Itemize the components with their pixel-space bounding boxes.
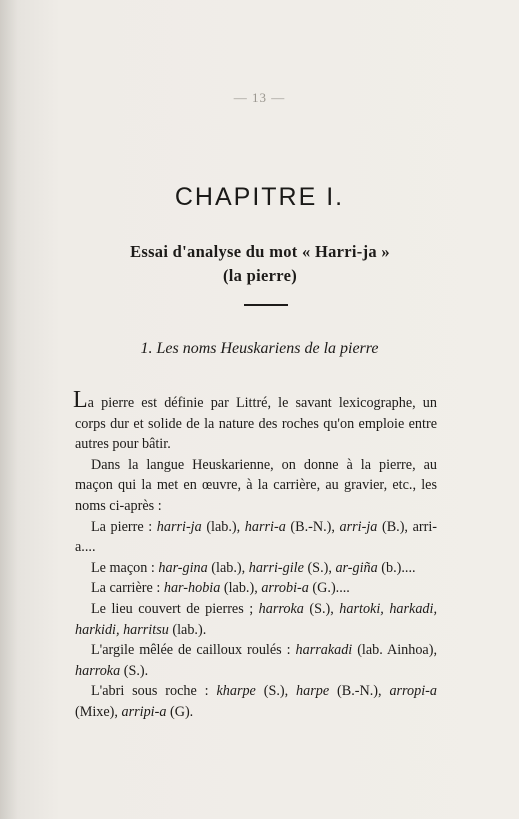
paragraph-1 [73,387,437,455]
entry-2 [75,558,437,579]
entry-label: Le lieu couvert de pierres ; [91,600,259,617]
entry-term: harrakadi [295,642,353,659]
paragraph-2: Dans la langue Heuskarienne, on donne à la pierre, au maçon qui la met en œuvre, à la carrière, au gravier, etc., les noms ci-après : [75,456,437,514]
entry-note: (lab.), [220,580,262,597]
entry-note: (G.).... [308,580,350,597]
entry-term: harroka [258,600,304,617]
entry-note: (B.-N.), [285,518,340,535]
entry-note: (S.), [255,683,297,700]
entry-label: La carrière : [91,580,164,597]
entry-note: (G). [166,703,194,720]
entry-term: har-gina [158,559,208,576]
entry-term: harri-a [244,518,286,535]
entry-term: arrobi-a [261,580,309,597]
entry-label: L'abri sous roche : [91,683,217,700]
entry-note: (lab.), [201,518,245,535]
entry-note: (lab.), [207,559,249,576]
entry-term: kharpe [216,683,256,700]
entry-5 [75,640,437,681]
entry-term: arri-ja [339,518,378,535]
body-text [73,387,438,723]
essay-title [60,240,460,288]
entry-label: La pierre : [91,518,157,535]
entry-3 [75,578,437,599]
entry-note: (S.), [303,559,336,576]
entry-note: (B.-N.), [329,683,390,700]
section-divider [244,304,288,306]
entry-label: Le maçon : [91,559,159,576]
entry-term: har-hobia [163,580,221,597]
entry-term: hartoki, harkadi, harkidi, harritsu [75,600,438,638]
page-number: — 13 — [233,90,286,105]
entry-note: (B.), arri-a.... [75,518,437,556]
entry-term: harri-gile [248,559,304,576]
section-title: 1. Les noms Heuskariens de la pierre [140,340,379,357]
entry-label: L'argile mêlée de cailloux roulés : [91,642,296,659]
essay-title-line-2: (la pierre) [222,266,297,285]
entry-note: (S.). [120,662,149,679]
entries-list [75,517,437,723]
entry-4 [75,599,437,640]
entry-note: (lab.). [168,621,207,638]
entry-note: (b.).... [377,559,416,576]
entry-note: (S.), [303,600,340,617]
entry-note: (Mixe), [75,703,122,720]
paragraph-1-text: a pierre est définie par Littré, le savant lexicographe, un corps dur et solide de la nature des roches qu'on emploie entre autres pour bâtir. [75,395,437,453]
entry-term: harri-ja [156,518,202,535]
essay-title-line-1: Essai d'analyse du mot « Harri-ja » [130,242,390,261]
entry-note: (lab. Ainhoa), [352,642,437,659]
drop-cap: L [73,387,88,413]
entry-6 [75,681,437,722]
chapter-title: CHAPITRE I. [174,183,345,211]
entry-term: ar-giña [335,559,378,576]
entry-term: harpe [296,683,330,700]
entry-term: arropi-a [389,683,437,700]
entry-term: harroka [75,662,121,679]
entry-1 [75,517,437,558]
entry-term: arripi-a [121,703,167,720]
